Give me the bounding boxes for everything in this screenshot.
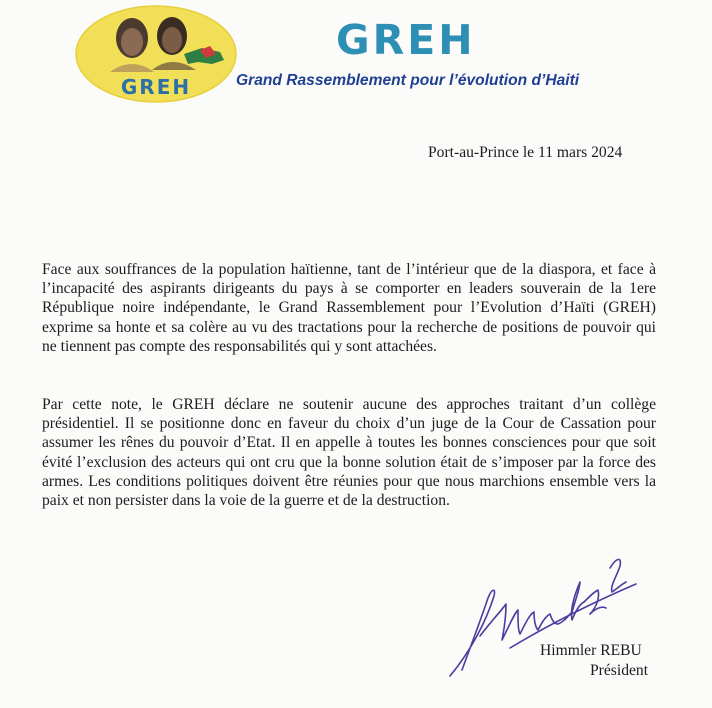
letter-date: Port-au-Prince le 11 mars 2024 [428,144,623,161]
organization-subtitle: Grand Rassemblement pour l’évolution d’Haiti [236,72,580,89]
signatory-name: Himmler REBU [540,642,642,659]
organization-title: GREH [336,16,476,64]
letter-paragraph-1: Face aux souffrances de la population haïtienne, tant de l’intérieur que de la diaspora, et face à l’incapacité des aspirants dirigeants du pays à se comporter en leaders souverain de la 1ere République noire indépendante, le Grand Rassemblement pour l’Evolution d’Haïti (GREH) exprime sa honte et sa colère au vu des tractations pour la recherche de positions de pouvoir qui ne tiennent pas compte des responsabilités qui y sont attachées. [42,261,656,355]
signatory-block [540,641,660,681]
letter-paragraph-2: Par cette note, le GREH déclare ne soutenir aucune des approches traitant d’un collège présidentiel. Il se positionne donc en faveur du choix d’un juge de la Cour de Cassation pour assumer les rênes du pouvoir d’Etat. Il en appelle à toutes les bonnes consciences pour que soit évité l’exclusion des acteurs qui ont cru que la bonne solution était de s’imposer par la force des armes. Les conditions politiques doivent être réunies pour que nous marchions ensemble vers la paix et non persister dans la voie de la guerre et de la destruction. [42,396,656,510]
logo-text: GREH [120,75,192,99]
greh-logo [72,2,240,108]
signatory-role: Président [590,662,649,679]
